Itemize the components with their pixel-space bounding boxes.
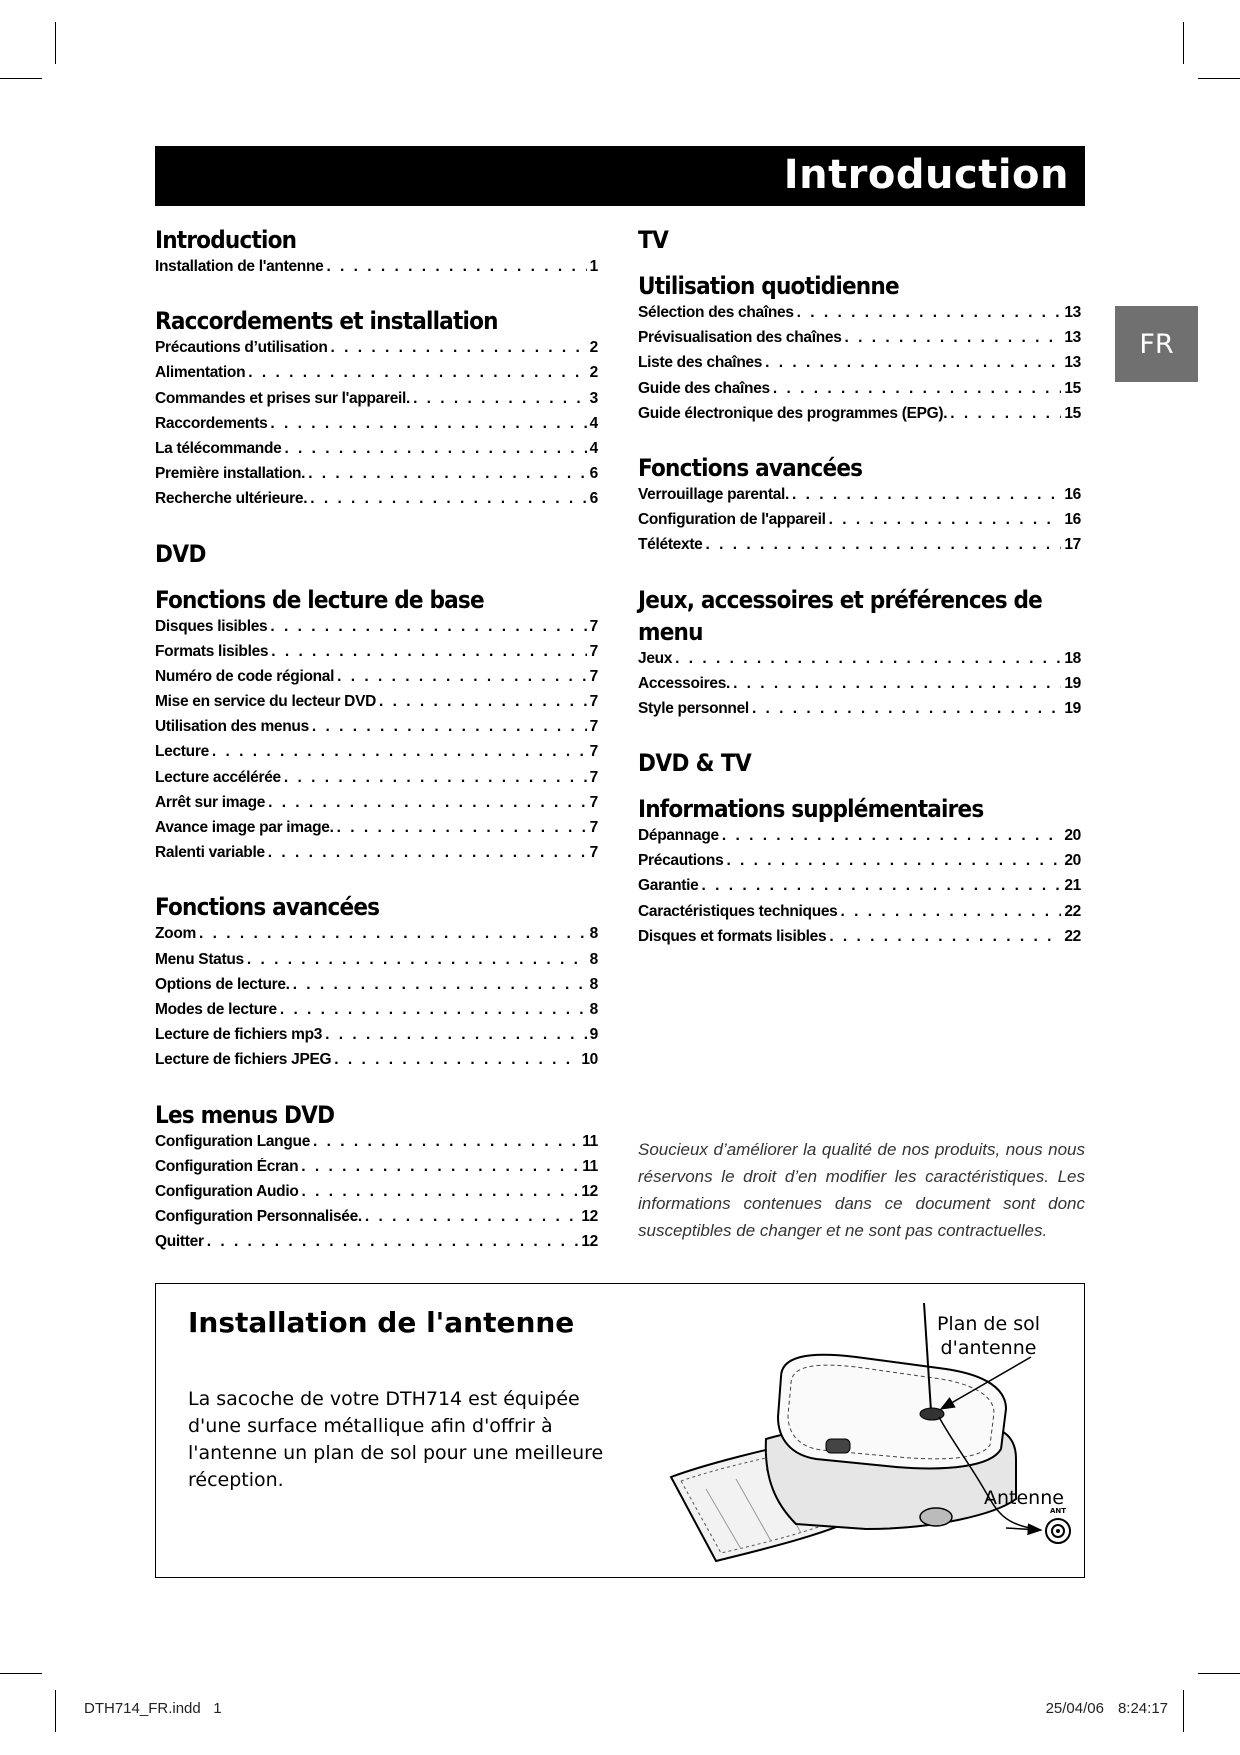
footer-file-info: DTH714_FR.indd 1 <box>84 1700 222 1717</box>
toc-entry-label: Options de lecture. <box>155 975 290 993</box>
toc-entry-page: 7 <box>589 667 598 685</box>
crop-mark <box>55 22 56 64</box>
crop-mark <box>1183 1690 1184 1732</box>
toc-entry-page: 8 <box>589 1000 598 1018</box>
toc-list <box>155 258 598 283</box>
toc-entry-page: 2 <box>589 364 598 382</box>
toc-entry[interactable] <box>155 1001 598 1026</box>
toc-entry[interactable] <box>638 852 1081 877</box>
toc-entry[interactable] <box>155 769 598 794</box>
toc-entry-page: 12 <box>581 1208 598 1226</box>
toc-entry-label: Liste des chaînes <box>638 354 763 372</box>
antenna-box-title: Installation de l'antenne <box>188 1306 575 1339</box>
toc-entry-label: Style personnel <box>638 699 749 717</box>
toc-entry-page: 3 <box>589 389 598 407</box>
toc-section-heading: Les menus DVD <box>155 1100 335 1129</box>
toc-section-heading: Informations supplémentaires <box>638 795 984 824</box>
toc-entry[interactable] <box>638 928 1081 953</box>
toc-part-heading: TV <box>638 226 669 254</box>
toc-entry-page: 11 <box>582 1132 598 1150</box>
bag-lid-icon <box>778 1355 1006 1469</box>
language-tab: FR <box>1115 306 1198 382</box>
toc-leader-dots <box>765 354 1061 372</box>
toc-entry-label: Garantie <box>638 877 699 895</box>
toc-entry[interactable] <box>155 440 598 465</box>
toc-leader-dots <box>248 364 586 382</box>
toc-entry[interactable] <box>638 511 1081 536</box>
toc-leader-dots <box>268 844 587 862</box>
crop-mark <box>55 1690 56 1732</box>
toc-entry-label: Modes de lecture <box>155 1000 277 1018</box>
toc-leader-dots <box>312 718 587 736</box>
toc-entry[interactable] <box>155 643 598 668</box>
toc-entry-label: Lecture de fichiers JPEG <box>155 1051 332 1069</box>
toc-entry[interactable] <box>155 794 598 819</box>
toc-leader-dots <box>326 258 586 276</box>
toc-entry[interactable] <box>155 668 598 693</box>
toc-entry-label: Recherche ultérieure. <box>155 490 308 508</box>
toc-entry-page: 13 <box>1064 304 1081 321</box>
toc-entry-label: Menu Status <box>155 950 244 968</box>
toc-list <box>638 304 1081 430</box>
toc-entry[interactable] <box>155 490 598 515</box>
toc-leader-dots <box>706 536 1062 554</box>
toc-entry[interactable] <box>155 1026 598 1051</box>
toc-entry[interactable] <box>155 1183 598 1208</box>
crop-mark <box>1198 1673 1240 1674</box>
toc-entry-page: 18 <box>1064 649 1081 667</box>
toc-entry[interactable] <box>155 465 598 490</box>
toc-left-column <box>155 224 598 1258</box>
toc-leader-dots <box>797 304 1062 322</box>
toc-leader-dots <box>268 794 587 812</box>
toc-entry[interactable] <box>155 743 598 768</box>
toc-entry-page: 7 <box>589 718 598 736</box>
toc-entry-page: 8 <box>589 925 598 943</box>
footer-timestamp <box>1046 1700 1168 1717</box>
toc-entry[interactable] <box>155 925 598 950</box>
toc-entry-label: Utilisation des menus <box>155 718 309 736</box>
toc-leader-dots <box>271 643 586 661</box>
toc-entry[interactable] <box>638 329 1081 354</box>
toc-entry-page: 20 <box>1064 852 1081 870</box>
toc-leader-dots <box>301 1158 579 1176</box>
toc-list <box>638 486 1081 562</box>
toc-entry[interactable] <box>155 258 598 283</box>
toc-entry-page: 8 <box>589 975 598 993</box>
toc-leader-dots <box>334 1051 578 1069</box>
toc-leader-dots <box>845 329 1062 347</box>
toc-entry-page: 1 <box>589 258 598 275</box>
toc-entry[interactable] <box>638 650 1081 675</box>
toc-leader-dots <box>270 415 586 433</box>
toc-entry[interactable] <box>638 903 1081 928</box>
toc-section-heading: Jeux, accessoires et préférences de menu <box>638 585 1042 646</box>
toc-leader-dots <box>722 827 1061 845</box>
toc-entry-page: 6 <box>589 490 598 508</box>
toc-entry[interactable] <box>155 1208 598 1233</box>
toc-entry[interactable] <box>155 1133 598 1158</box>
toc-entry[interactable] <box>638 675 1081 700</box>
toc-section-heading: Introduction <box>155 226 297 254</box>
toc-entry-page: 9 <box>589 1026 598 1044</box>
toc-entry[interactable] <box>638 304 1081 329</box>
toc-entry[interactable] <box>638 536 1081 561</box>
toc-entry-page: 2 <box>589 339 598 357</box>
toc-entry[interactable] <box>155 976 598 1001</box>
toc-leader-dots <box>310 490 586 508</box>
toc-leader-dots <box>829 928 1061 946</box>
toc-entry[interactable] <box>638 877 1081 902</box>
crop-mark <box>0 1673 42 1674</box>
toc-entry[interactable] <box>155 844 598 869</box>
toc-entry-page: 12 <box>581 1233 598 1251</box>
toc-entry-page: 8 <box>589 950 598 968</box>
toc-leader-dots <box>207 1233 579 1251</box>
toc-entry[interactable] <box>155 1158 598 1183</box>
ant-socket-label: ANT <box>1049 1507 1067 1515</box>
disclaimer-note: Soucieux d’améliorer la qualité de nos produits, nous nous réservons le droit d’en modifier les caractéristiques. Les informations contenues dans ce document sont donc susceptibles de changer et ne sont pas contractuelles. <box>638 1140 1085 1240</box>
toc-entry-label: Numéro de code régional <box>155 667 335 685</box>
toc-part-heading: DVD <box>155 539 206 568</box>
toc-entry-label: Télétexte <box>638 536 703 554</box>
toc-entry[interactable] <box>638 354 1081 379</box>
toc-leader-dots <box>365 1208 578 1226</box>
toc-entry-label: Formats lisibles <box>155 642 269 660</box>
toc-entry-label: Lecture accélérée <box>155 768 281 786</box>
toc-leader-dots <box>675 650 1061 668</box>
antenna-box-text: La sacoche de votre DTH714 est équipée d'une surface métallique afin d'offrir à l'antenne un plan de sol pour une meilleure réception. <box>188 1388 604 1491</box>
toc-entry-label: Verrouillage parental. <box>638 485 790 503</box>
toc-entry-label: Raccordements <box>155 414 268 432</box>
page-title-bar <box>155 146 1085 206</box>
toc-entry-label: Disques et formats lisibles <box>638 927 827 945</box>
toc-section-heading: Fonctions avancées <box>155 893 380 922</box>
toc-list <box>155 1133 598 1259</box>
toc-entry[interactable] <box>638 700 1081 725</box>
toc-entry-label: Première installation. <box>155 465 306 483</box>
crop-mark <box>0 78 42 79</box>
toc-leader-dots <box>841 903 1062 921</box>
toc-entry[interactable] <box>155 718 598 743</box>
toc-entry-page: 7 <box>589 768 598 786</box>
toc-entry-label: La télécommande <box>155 439 282 457</box>
toc-entry-page: 22 <box>1064 927 1081 945</box>
toc-entry[interactable] <box>155 364 598 389</box>
toc-entry-label: Précautions d’utilisation <box>155 339 328 357</box>
toc-list <box>638 827 1081 953</box>
ground-plane-label: Plan de sol d'antenne <box>936 1313 1041 1359</box>
toc-entry-page: 13 <box>1064 329 1081 347</box>
zipper-pull-icon <box>826 1439 850 1453</box>
toc-entry-label: Configuration de l'appareil <box>638 511 826 529</box>
toc-leader-dots <box>829 511 1062 529</box>
toc-entry-page: 7 <box>589 793 598 811</box>
toc-entry-page: 4 <box>589 414 598 432</box>
toc-entry[interactable] <box>155 951 598 976</box>
toc-entry-page: 4 <box>589 439 598 457</box>
toc-section-heading: Fonctions avancées <box>638 453 863 482</box>
toc-entry-label: Installation de l'antenne <box>155 258 324 275</box>
toc-entry-page: 7 <box>589 743 598 761</box>
crop-mark <box>1183 22 1184 64</box>
toc-entry-page: 16 <box>1064 511 1081 529</box>
toc-leader-dots <box>308 465 586 483</box>
toc-entry-page: 15 <box>1064 404 1081 422</box>
toc-entry-page: 20 <box>1064 827 1081 845</box>
toc-entry-page: 22 <box>1064 902 1081 920</box>
toc-entry[interactable] <box>155 1233 598 1258</box>
toc-entry-page: 17 <box>1064 536 1081 554</box>
toc-entry[interactable] <box>638 827 1081 852</box>
toc-leader-dots <box>950 405 1061 423</box>
toc-leader-dots <box>280 1001 587 1019</box>
toc-leader-dots <box>212 743 587 761</box>
toc-entry-label: Avance image par image. <box>155 819 334 836</box>
toc-entry[interactable] <box>155 693 598 718</box>
toc-leader-dots <box>379 693 587 711</box>
toc-entry-page: 6 <box>589 465 598 483</box>
toc-entry[interactable] <box>155 339 598 364</box>
toc-entry-page: 7 <box>589 617 598 635</box>
toc-entry-label: Dépannage <box>638 827 719 845</box>
page-title: Introduction <box>783 152 1069 198</box>
toc-leader-dots <box>313 1133 579 1151</box>
toc-entry-label: Configuration Langue <box>155 1132 311 1150</box>
toc-entry-page: 12 <box>581 1182 598 1200</box>
footer-time: 8:24:17 <box>1117 1700 1168 1717</box>
toc-entry-page: 19 <box>1064 699 1081 717</box>
toc-entry-label: Mise en service du lecteur DVD <box>155 693 377 711</box>
toc-leader-dots <box>733 675 1061 693</box>
antenna-installation-box <box>155 1283 1085 1578</box>
toc-entry[interactable] <box>638 380 1081 405</box>
toc-entry-label: Alimentation <box>155 364 246 382</box>
toc-leader-dots <box>293 976 587 994</box>
toc-entry-label: Arrêt sur image <box>155 793 266 811</box>
toc-leader-dots <box>284 440 586 458</box>
toc-entry-label: Sélection des chaînes <box>638 304 794 321</box>
toc-entry-page: 7 <box>589 844 598 862</box>
toc-section-heading: Utilisation quotidienne <box>638 272 899 300</box>
toc-entry-label: Zoom <box>155 925 196 943</box>
toc-entry[interactable] <box>638 405 1081 430</box>
toc-entry[interactable] <box>155 1051 598 1076</box>
toc-leader-dots <box>726 852 1061 870</box>
toc-entry[interactable] <box>155 618 598 643</box>
toc-leader-dots <box>331 339 587 357</box>
toc-section-heading: Fonctions de lecture de base <box>155 585 484 614</box>
toc-leader-dots <box>773 380 1061 398</box>
toc-entry-page: 21 <box>1064 877 1081 895</box>
toc-leader-dots <box>270 618 586 636</box>
toc-entry-label: Disques lisibles <box>155 617 268 635</box>
toc-leader-dots <box>337 668 587 686</box>
toc-entry-label: Guide des chaînes <box>638 379 770 397</box>
toc-entry-page: 11 <box>582 1157 598 1175</box>
toc-entry-label: Précautions <box>638 852 724 870</box>
toc-entry-label: Quitter <box>155 1233 204 1251</box>
toc-entry-label: Guide électronique des programmes (EPG). <box>638 404 948 422</box>
toc-leader-dots <box>752 700 1061 718</box>
toc-leader-dots <box>247 951 587 969</box>
toc-entry-label: Prévisualisation des chaînes <box>638 329 842 347</box>
toc-entry-page: 16 <box>1064 485 1081 503</box>
toc-entry-label: Lecture <box>155 743 209 761</box>
toc-entry-label: Configuration Personnalisée. <box>155 1208 362 1226</box>
toc-entry-page: 13 <box>1064 354 1081 372</box>
toc-list <box>638 650 1081 726</box>
toc-leader-dots <box>199 925 587 943</box>
toc-leader-dots <box>302 1183 579 1201</box>
toc-entry-label: Accessoires. <box>638 674 731 692</box>
toc-list <box>155 618 598 870</box>
toc-section-heading: Raccordements et installation <box>155 307 498 336</box>
toc-entry[interactable] <box>638 486 1081 511</box>
toc-entry-label: Commandes et prises sur l'appareil. <box>155 389 411 407</box>
toc-entry-label: Lecture de fichiers mp3 <box>155 1026 323 1044</box>
toc-entry-page: 7 <box>589 642 598 660</box>
toc-entry-page: 19 <box>1064 674 1081 692</box>
toc-entry-page: 10 <box>581 1051 598 1069</box>
toc-entry-label: Jeux <box>638 649 673 667</box>
toc-leader-dots <box>284 769 587 787</box>
toc-entry-label: Configuration Audio <box>155 1182 299 1200</box>
toc-right-column <box>638 224 1081 953</box>
toc-entry-label: Caractéristiques techniques <box>638 902 838 920</box>
toc-entry[interactable] <box>155 819 598 844</box>
toc-entry-page: 15 <box>1064 379 1081 397</box>
toc-list <box>155 339 598 515</box>
antenna-label: Antenne <box>984 1487 1064 1509</box>
toc-entry-label: Configuration Écran <box>155 1157 299 1175</box>
toc-entry-page: 7 <box>589 693 598 711</box>
toc-part-heading: DVD & TV <box>638 749 752 778</box>
toc-entry-label: Ralenti variable <box>155 844 265 862</box>
toc-entry[interactable] <box>155 390 598 415</box>
toc-entry[interactable] <box>155 415 598 440</box>
toc-list <box>155 925 598 1076</box>
footer-date: 25/04/06 <box>1045 1700 1104 1717</box>
toc-leader-dots <box>325 1026 587 1044</box>
toc-leader-dots <box>413 390 587 408</box>
toc-entry-page: 7 <box>589 819 598 836</box>
toc-leader-dots <box>337 819 587 837</box>
toc-leader-dots <box>792 486 1061 504</box>
toc-leader-dots <box>702 877 1062 895</box>
crop-mark <box>1198 78 1240 79</box>
